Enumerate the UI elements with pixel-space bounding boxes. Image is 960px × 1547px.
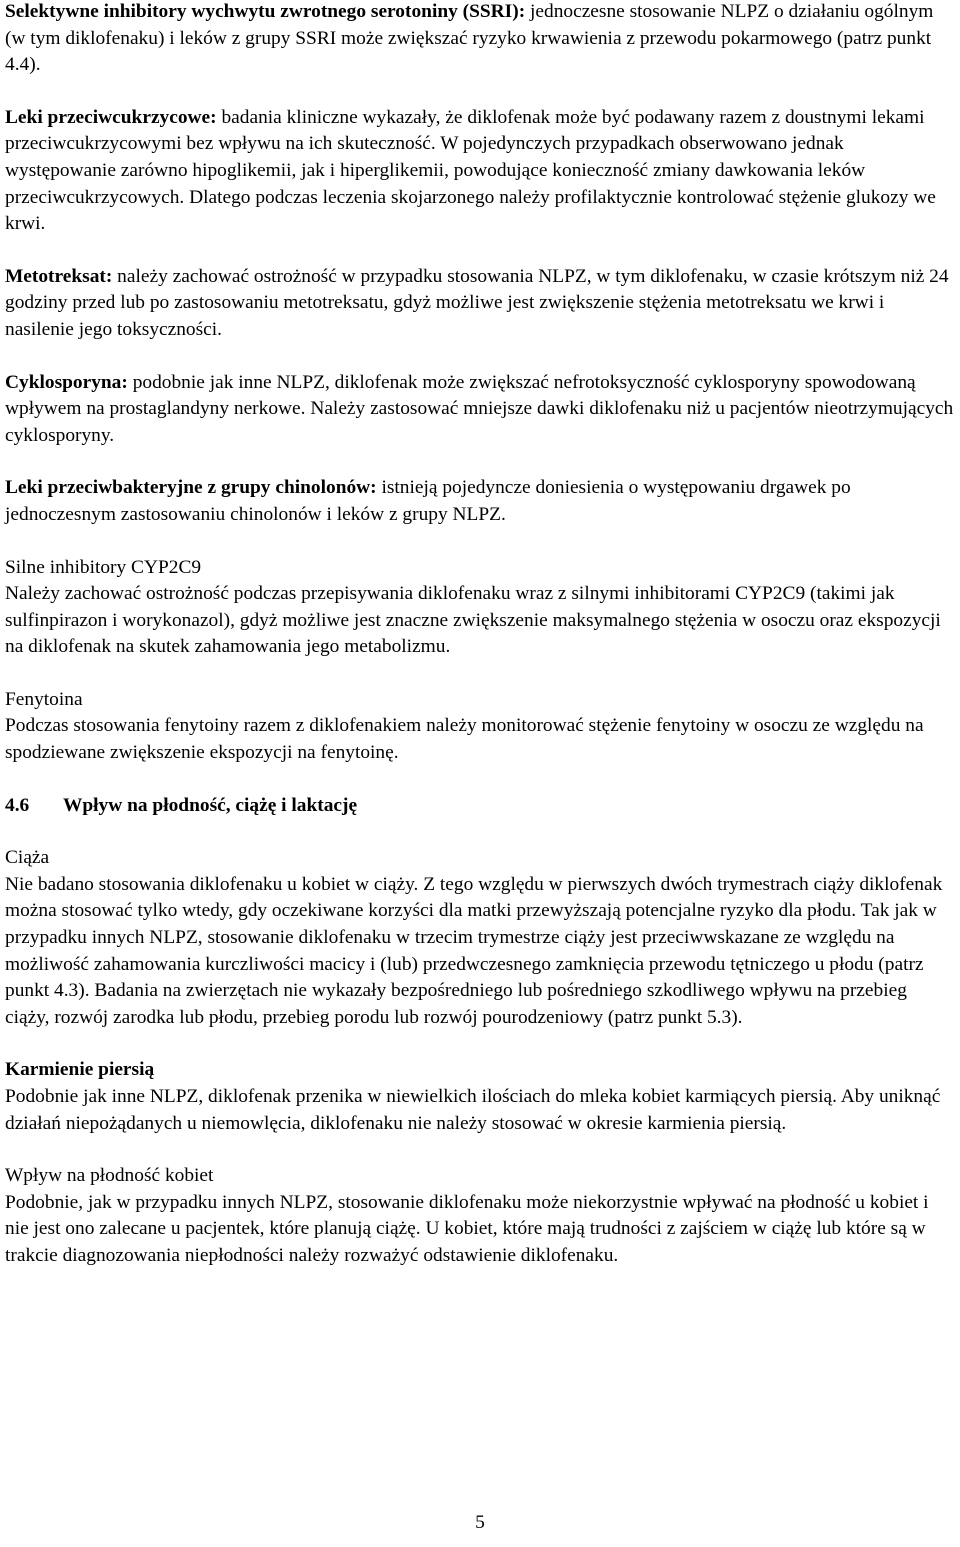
section-heading: [5, 793, 955, 820]
paragraph-cyp2c9: [5, 555, 955, 661]
subheading: Silne inhibitory CYP2C9: [5, 556, 202, 578]
paragraph-text: badania kliniczne wykazały, że diklofenak może być podawany razem z doustnymi lekami przeciwcukrzycowymi bez wpływu na ich skuteczność. W pojedynczych przypadkach obserwowano jednak występowanie zarówno hipoglikemii, jak i hiperglikemii, powodujące konieczność zmiany dawkowania leków przeciwcukrzycowych. Dlatego podczas leczenia skojarzonego należy profilaktycznie kontrolować stężenie glukozy we krwi.: [5, 106, 936, 235]
paragraph-text: jednoczesne stosowanie NLPZ o działaniu ogólnym (w tym diklofenaku) i leków z grupy SSRI może zwiększać ryzyko krwawienia z przewodu pokarmowego (patrz punkt 4.4).: [5, 1, 934, 76]
paragraph-label: Leki przeciwcukrzycowe:: [5, 106, 217, 128]
paragraph-text: Podobnie jak inne NLPZ, diklofenak przenika w niewielkich ilościach do mleka kobiet karmiących piersią. Aby uniknąć działań niepożądanych u niemowlęcia, diklofenaku nie należy stosować w okresie karmienia piersią.: [5, 1086, 941, 1134]
section-title: Wpływ na płodność, ciążę i laktację: [63, 794, 358, 816]
paragraph-label: Metotreksat:: [5, 265, 113, 287]
subheading: Fenytoina: [5, 688, 83, 710]
paragraph-antidiabetic: [5, 105, 955, 238]
paragraph-label: Leki przeciwbakteryjne z grupy chinolonów:: [5, 477, 377, 499]
paragraph-ssri: [5, 0, 955, 79]
subheading: Karmienie piersią: [5, 1059, 155, 1081]
paragraph-text: istnieją pojedyncze doniesienia o występowaniu drgawek po jednoczesnym zastosowaniu chinolonów i leków z grupy NLPZ.: [5, 477, 851, 525]
paragraph-methotrexate: [5, 264, 955, 344]
paragraph-text: Nie badano stosowania diklofenaku u kobiet w ciąży. Z tego względu w pierwszych dwóch trymestrach ciąży diklofenak można stosować tylko wtedy, gdy oczekiwane korzyści dla matki przewyższają potencjalne ryzyko dla płodu. Tak jak w przypadku innych NLPZ, stosowanie diklofenaku w trzecim trymestrze ciąży jest przeciwwskazane ze względu na możliwość zahamowania kurczliwości macicy i (lub) przedwczesnego zamknięcia przewodu tętniczego u płodu (patrz punkt 4.3). Badania na zwierzętach nie wykazały bezpośredniego lub pośredniego szkodliwego wpływu na przebieg ciąży, rozwój zarodka lub płodu, przebieg porodu lub rozwój pourodzeniowy (patrz punkt 5.3).: [5, 873, 943, 1028]
paragraph-text: Podczas stosowania fenytoiny razem z diklofenakiem należy monitorować stężenie fenytoiny w osoczu ze względu na spodziewane zwiększenie ekspozycji na fenytoinę.: [5, 715, 924, 764]
subsection-pregnancy: [5, 845, 955, 1031]
paragraph-text: podobnie jak inne NLPZ, diklofenak może zwiększać nefrotoksyczność cyklosporyny spowodowaną wpływem na prostaglandyny nerkowe. Należy zastosować mniejsze dawki diklofenaku niż u pacjentów nieotrzymujących cyklosporyny.: [5, 371, 954, 446]
section-number: 4.6: [5, 794, 30, 816]
paragraph-cyclosporine: [5, 370, 955, 450]
document-page: [5, 0, 955, 1270]
subsection-fertility: [5, 1163, 955, 1269]
page-number: 5: [475, 1512, 485, 1533]
paragraph-quinolones: [5, 475, 955, 528]
paragraph-text: Podobnie, jak w przypadku innych NLPZ, stosowanie diklofenaku może niekorzystnie wpływać na płodność u kobiet i nie jest ono zalecane u pacjentek, które planują ciążę. U kobiet, które mają trudności z zajściem w ciążę lub które są w trakcie diagnozowania niepłodności należy rozważyć odstawienie diklofenaku.: [5, 1191, 929, 1266]
paragraph-phenytoin: [5, 687, 955, 767]
paragraph-label: Selektywne inhibitory wychwytu zwrotnego serotoniny (SSRI):: [5, 1, 526, 22]
subsection-breastfeeding: [5, 1057, 955, 1137]
paragraph-text: Należy zachować ostrożność podczas przepisywania diklofenaku wraz z silnymi inhibitorami CYP2C9 (takimi jak sulfinpirazon i worykonazol), gdyż możliwe jest znaczne zwiększenie maksymalnego stężenia w osoczu oraz ekspozycji na diklofenak na skutek zahamowania jego metabolizmu.: [5, 583, 941, 658]
paragraph-label: Cyklosporyna:: [5, 371, 128, 393]
paragraph-text: należy zachować ostrożność w przypadku stosowania NLPZ, w tym diklofenaku, w czasie krótszym niż 24 godziny przed lub po zastosowaniu metotreksatu, gdyż możliwe jest zwiększenie stężenia metotreksatu we krwi i nasilenie jego toksyczności.: [5, 265, 949, 340]
subheading: Wpływ na płodność kobiet: [5, 1165, 214, 1187]
subheading: Ciąża: [5, 847, 50, 869]
